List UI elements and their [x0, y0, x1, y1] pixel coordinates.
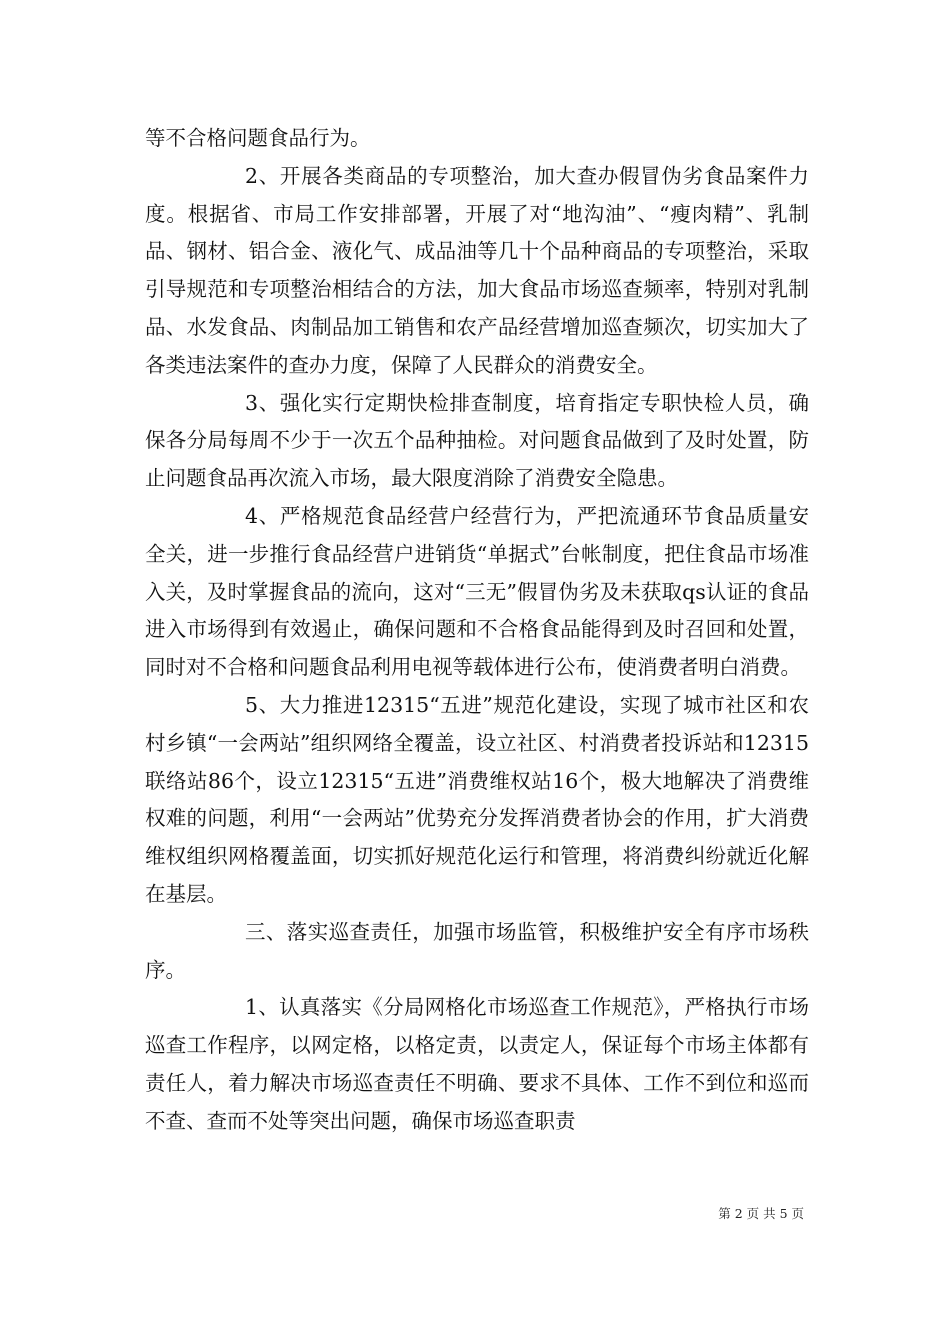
paragraph-continuation: 等不合格问题食品行为。 — [145, 126, 371, 150]
paragraph-item-4: 4、严格规范食品经营户经营行为，严把流通环节食品质量安全关，进一步推行食品经营户进销货“单据式”台帐制度，把住食品市场准入关，及时掌握食品的流向，这对“三无”假冒伪劣及未获取qs认证的食品进入市场得到有效遏止，确保问题和不合格食品能得到及时召回和处置，同时对不合格和问题食品利用电视等载体进行公布，使消费者明白消费。 — [145, 503, 809, 680]
paragraph-item-2: 2、开展各类商品的专项整治，加大查办假冒伪劣食品案件力度。根据省、市局工作安排部署，开展了对“地沟油”、“瘦肉精”、乳制品、钢材、铝合金、液化气、成品油等几十个品种商品的专项整治，采取引导规范和专项整治相结合的方法，加大食品市场巡查频率，特别对乳制品、水发食品、肉制品加工销售和农产品经营增加巡查频次，切实加大了各类违法案件的查办力度，保障了人民群众的消费安全。 — [145, 163, 809, 377]
paragraph-section-three-item-1: 1、认真落实《分局网格化市场巡查工作规范》，严格执行市场巡查工作程序，以网定格，以格定责，以责定人，保证每个市场主体都有责任人，着力解决市场巡查责任不明确、要求不具体、工作不到位和巡而不查、查而不处等突出问题，确保市场巡查职责 — [145, 995, 809, 1133]
paragraph-item-5: 5、大力推进12315“五进”规范化建设，实现了城市社区和农村乡镇“一会两站”组织网络全覆盖，设立社区、村消费者投诉站和12315联络站86个，设立12315“五进”消费维权站16个，极大地解决了消费维权难的问题，利用“一会两站”优势充分发挥消费者协会的作用，扩大消费维权组织网格覆盖面，切实抓好规范化运行和管理，将消费纠纷就近化解在基层。 — [145, 692, 809, 906]
page-number-footer: 第 2 页 共 5 页 — [718, 1206, 804, 1221]
section-heading-three: 三、落实巡查责任，加强市场监管，积极维护安全有序市场秩序。 — [145, 919, 809, 982]
document-body — [145, 120, 809, 1141]
paragraph-item-3: 3、强化实行定期快检排查制度，培育指定专职快检人员，确保各分局每周不少于一次五个品种抽检。对问题食品做到了及时处置，防止问题食品再次流入市场，最大限度消除了消费安全隐患。 — [145, 390, 809, 491]
